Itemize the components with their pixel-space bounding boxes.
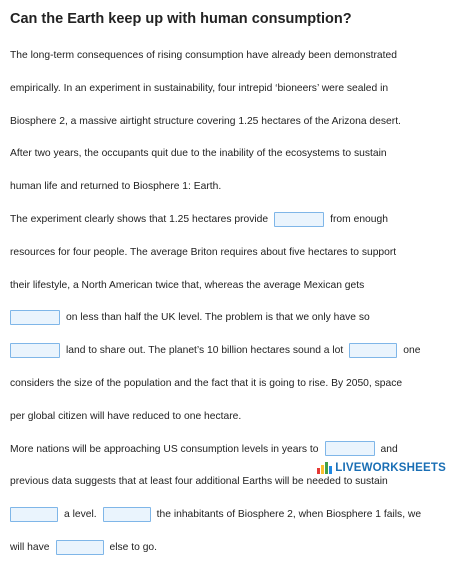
text: and [380, 443, 398, 455]
text: one [403, 345, 421, 357]
text: from enough [330, 213, 388, 225]
text-line: their lifestyle, a North American twice that, whereas the average Mexican gets [10, 279, 365, 291]
answer-gap-7[interactable] [103, 507, 151, 522]
text-line: The long-term consequences of rising consumption have already been demonstrated [10, 50, 397, 61]
text-line: empirically. In an experiment in sustainability, four intrepid ‘bioneers’ were sealed in [10, 82, 389, 94]
paragraph-2 [10, 207, 444, 430]
paragraph-3 [10, 437, 444, 561]
text-line [10, 502, 444, 528]
answer-gap-4[interactable] [349, 343, 397, 358]
text-line [10, 535, 444, 561]
text-line: per global citizen will have reduced to one hectare. [10, 410, 242, 422]
liveworksheets-logo-icon [317, 462, 332, 474]
text-line [10, 437, 444, 463]
liveworksheets-logo [317, 462, 446, 474]
answer-gap-6[interactable] [10, 507, 58, 522]
text-line: resources for four people. The average Briton requires about five hectares to support [10, 246, 397, 258]
text-line [10, 305, 444, 331]
text: on less than half the UK level. The problem is that we only have so [66, 312, 370, 324]
text-line: previous data suggests that at least four additional Earths will be needed to sustain [10, 476, 388, 488]
text-line: considers the size of the population and the fact that it is going to rise. By 2050, space [10, 377, 403, 389]
text: the inhabitants of Biosphere 2, when Biosphere 1 fails, we [156, 509, 422, 521]
text: will have [10, 541, 50, 553]
answer-gap-5[interactable] [325, 441, 375, 456]
answer-gap-2[interactable] [10, 310, 60, 325]
paragraph-1 [10, 43, 444, 200]
brand-name: LIVEWORKSHEETS [335, 462, 446, 474]
answer-gap-1[interactable] [274, 212, 324, 227]
text: else to go. [109, 541, 158, 553]
text: The experiment clearly shows that 1.25 hectares provide [10, 213, 269, 225]
answer-gap-8[interactable] [56, 540, 104, 555]
text: a level. [64, 509, 97, 521]
text-line: Biosphere 2, a massive airtight structure covering 1.25 hectares of the Arizona desert. [10, 115, 401, 127]
text-line [10, 207, 444, 233]
page-title: Can the Earth keep up with human consumption? [10, 11, 352, 27]
text: More nations will be approaching US consumption levels in years to [10, 443, 319, 455]
text-line: After two years, the occupants quit due to the inability of the ecosystems to sustain [10, 148, 387, 160]
text-line [10, 338, 444, 364]
text-line: human life and returned to Biosphere 1: Earth. [10, 181, 222, 193]
answer-gap-3[interactable] [10, 343, 60, 358]
text: land to share out. The planet’s 10 billion hectares sound a lot [66, 345, 344, 357]
